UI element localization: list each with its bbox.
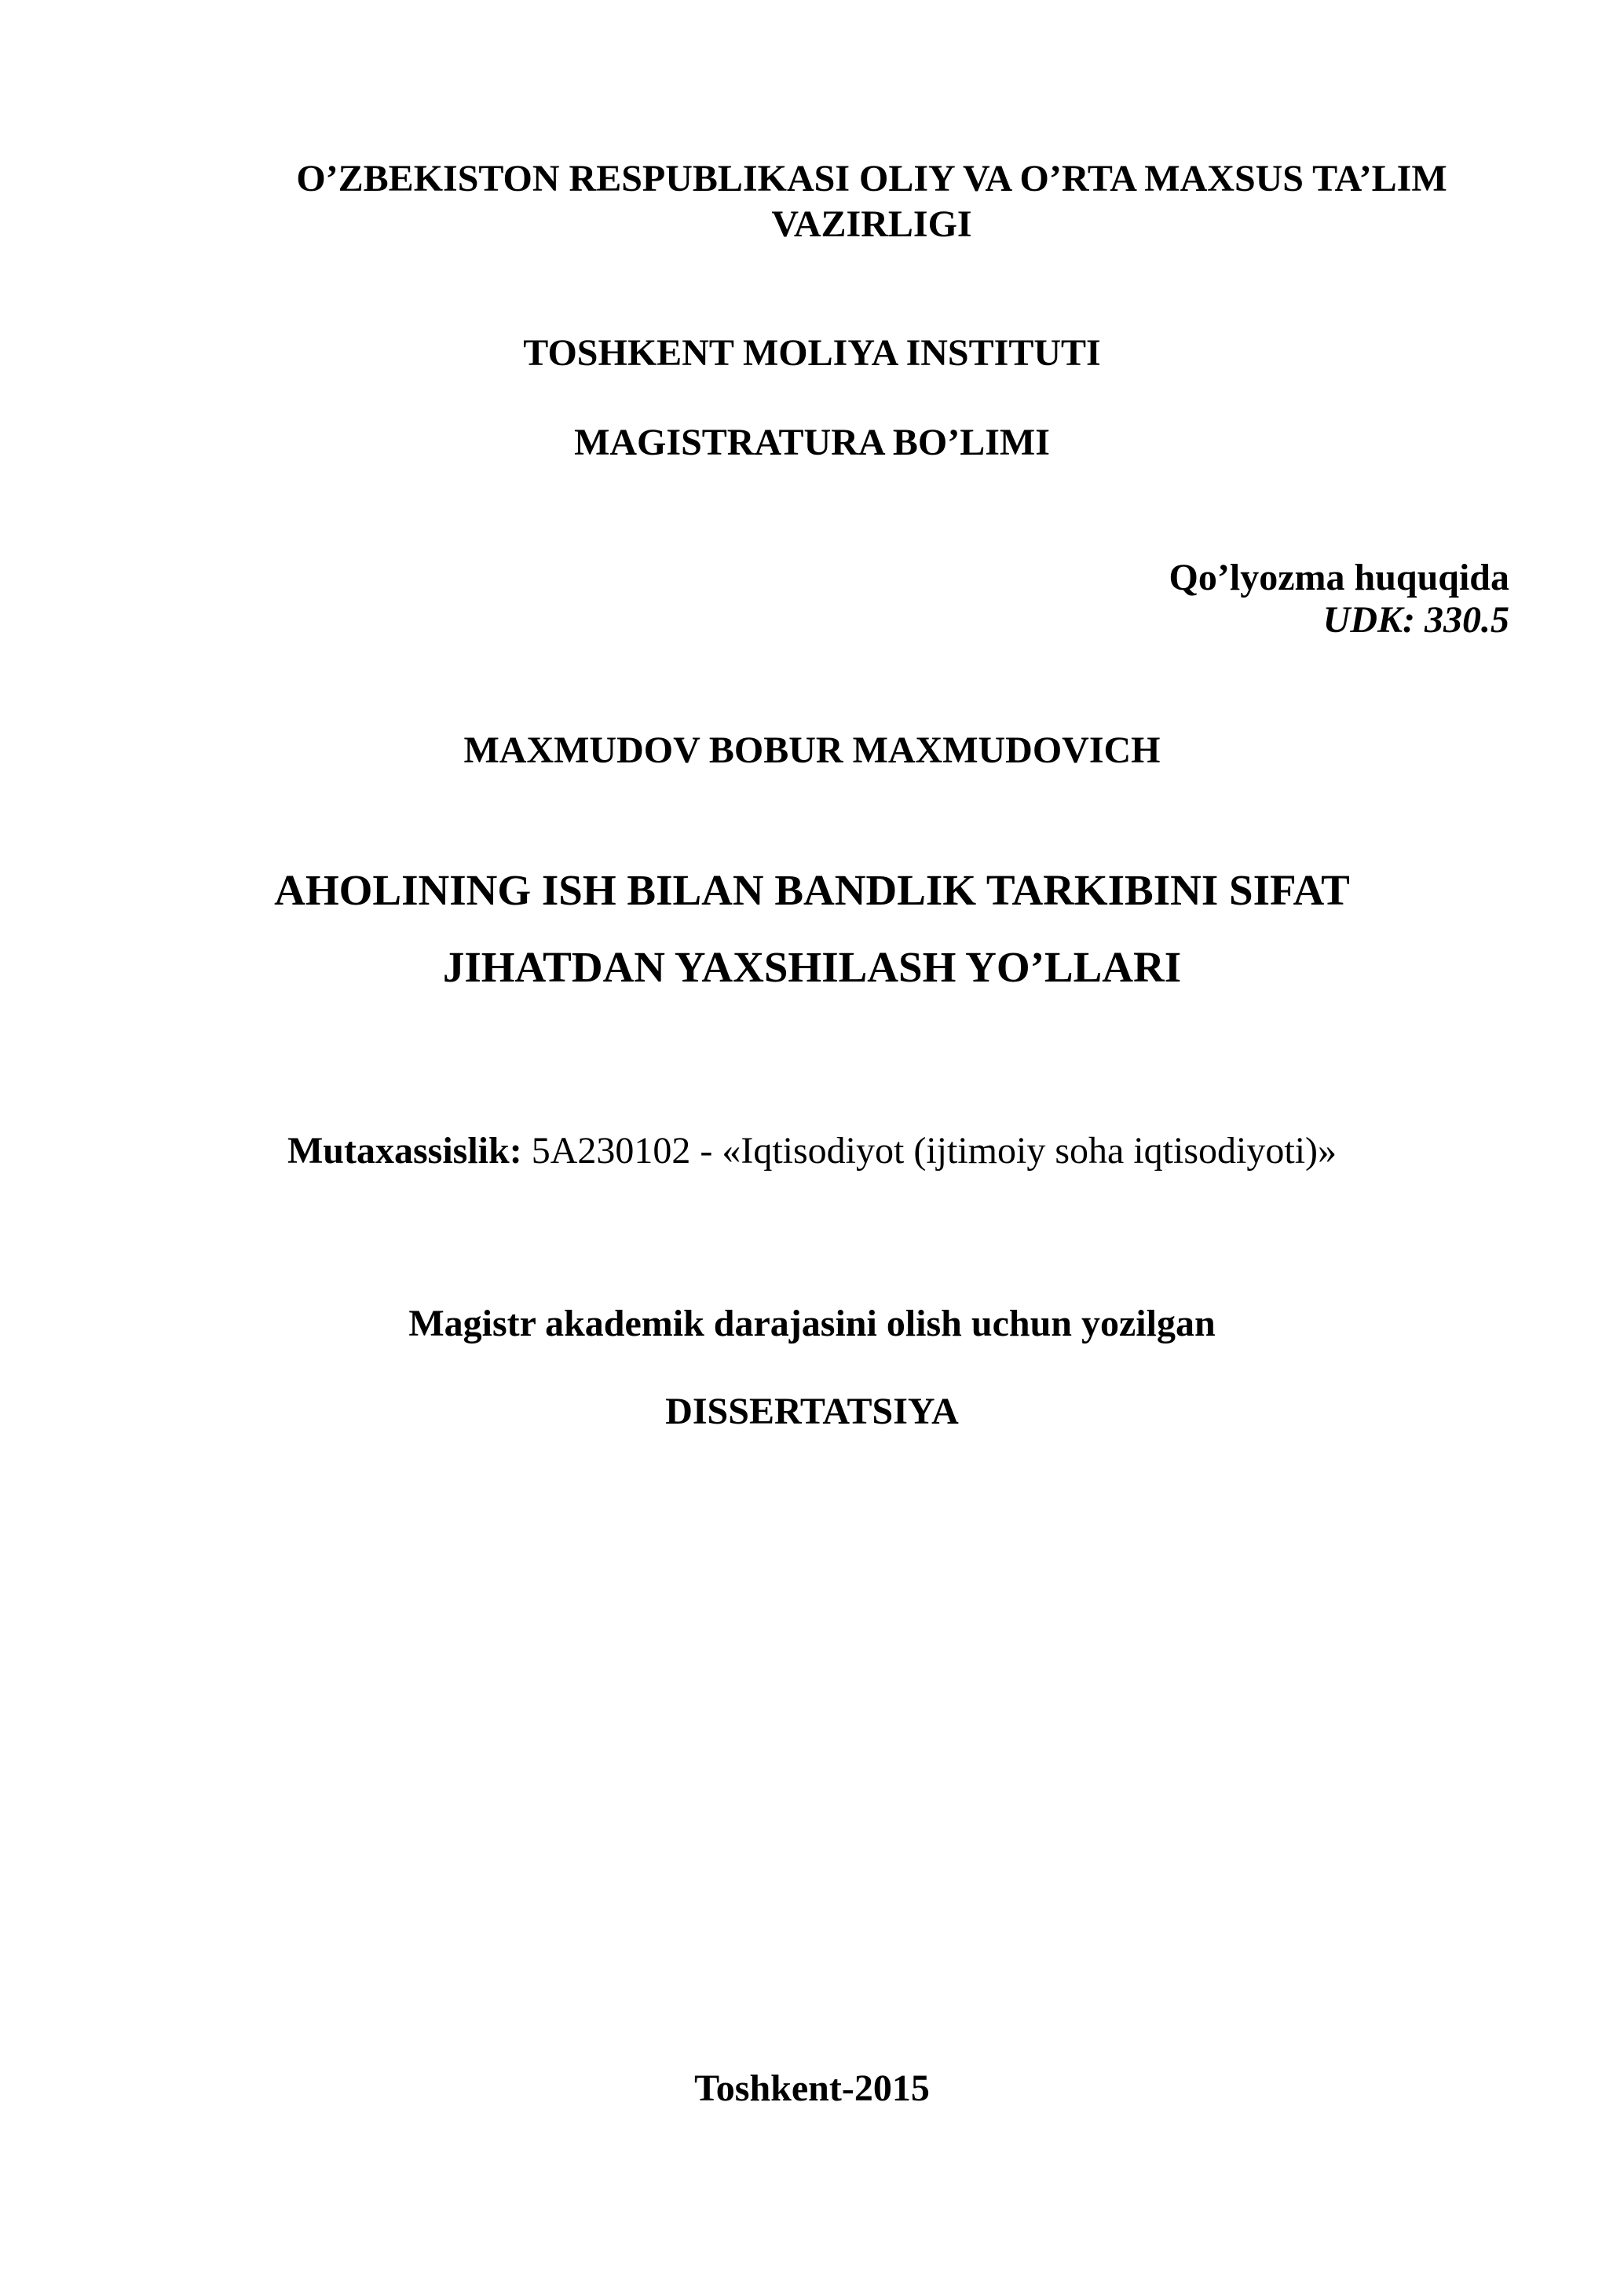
dissertation-title-line-2: JIHATDAN YAXSHILASH YO’LLARI bbox=[442, 943, 1182, 991]
manuscript-rights-note: Qo’lyozma huquqida bbox=[1169, 557, 1509, 598]
udk-code: UDK: 330.5 bbox=[1322, 599, 1509, 641]
city-year: Toshkent-2015 bbox=[694, 2067, 930, 2109]
ministry-name-line-1: O’ZBEKISTON RESPUBLIKASI OLIY VA O’RTA MAXSUS TA’LIM bbox=[296, 158, 1447, 199]
institute-name: TOSHKENT MOLIYA INSTITUTI bbox=[523, 332, 1101, 374]
specialty-value: 5A230102 - «Iqtisodiyot (ijtimoiy soha iqtisodiyoti)» bbox=[521, 1130, 1337, 1172]
department-name: MAGISTRATURA BO’LIMI bbox=[574, 422, 1050, 463]
specialty-line bbox=[0, 1132, 1624, 1170]
ministry-name-line-2: VAZIRLIGI bbox=[771, 203, 972, 245]
dissertation-title-line-1: AHOLINING ISH BILAN BANDLIK TARKIBINI SIFAT bbox=[274, 866, 1350, 914]
document-type: DISSERTATSIYA bbox=[665, 1391, 959, 1432]
degree-purpose: Magistr akademik darajasini olish uchun yozilgan bbox=[408, 1303, 1216, 1344]
specialty-label: Mutaxassislik: bbox=[287, 1130, 522, 1172]
author-name: MAXMUDOV BOBUR MAXMUDOVICH bbox=[463, 729, 1161, 771]
